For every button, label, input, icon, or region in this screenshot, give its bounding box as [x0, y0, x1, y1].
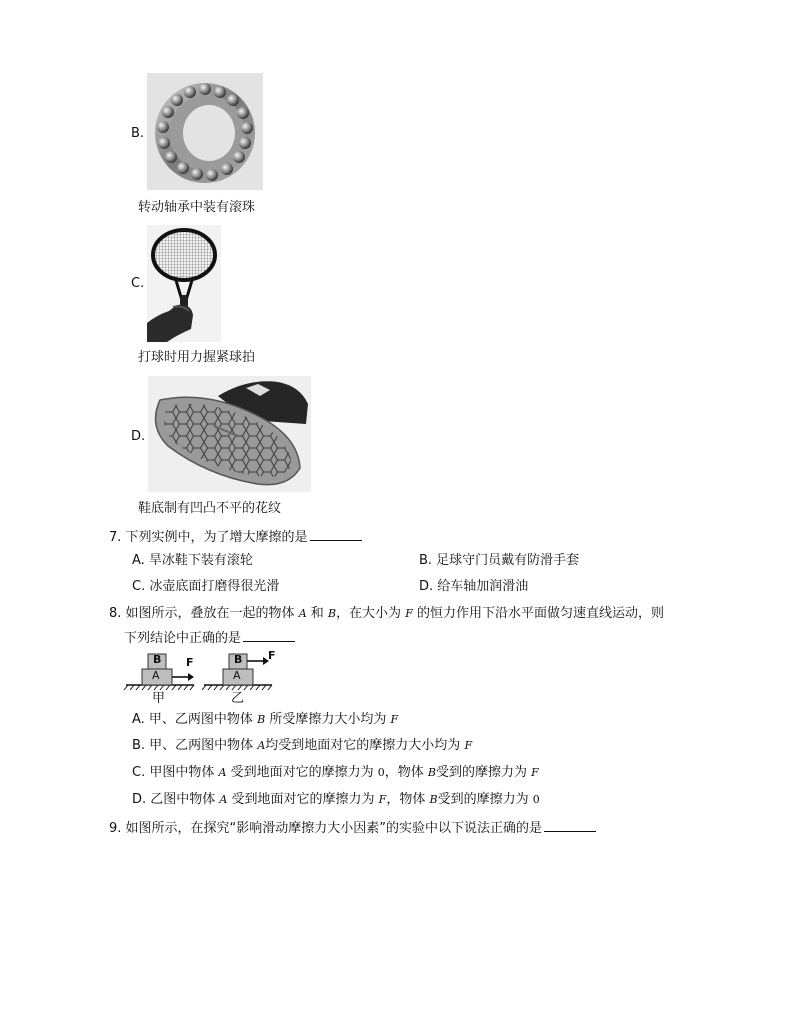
option-c-caption: 打球时用力握紧球拍	[138, 350, 256, 365]
ball-bearing-image	[147, 73, 263, 190]
var: A	[219, 793, 228, 806]
question-8-stem-line1	[109, 605, 664, 623]
text: C. 甲图中物体	[132, 765, 215, 780]
option-b-caption: 转动轴承中装有滚珠	[138, 200, 256, 215]
option-d-letter: D.	[131, 429, 146, 444]
q8-text-end: 的恒力作用下沿水平面做匀速直线运动，则	[416, 606, 664, 621]
question-8-stem-line2	[124, 629, 295, 648]
value: 0	[377, 766, 385, 779]
q7-option-c: C. 冰壶底面打磨得很光滑	[132, 579, 280, 594]
text: 受到地面对它的摩擦力为	[230, 765, 374, 780]
figure-label-yi: 乙	[231, 691, 245, 706]
text: B. 甲、乙两图中物体	[132, 738, 254, 753]
question-9-text: 9. 如图所示，在探究“影响滑动摩擦力大小因素”的实验中以下说法正确的是	[109, 821, 543, 836]
var: A	[218, 766, 227, 779]
var: A	[257, 739, 266, 752]
var-a: A	[298, 607, 307, 620]
q7-option-a: A. 旱冰鞋下装有滚轮	[132, 553, 253, 568]
answer-blank[interactable]	[243, 629, 295, 642]
text: D. 乙图中物体	[132, 792, 216, 807]
shoe-sole-image	[148, 376, 311, 492]
text: 受到地面对它的摩擦力为	[231, 792, 375, 807]
var: F	[531, 766, 539, 779]
q8-text-1: 8. 如图所示，叠放在一起的物体	[109, 606, 295, 621]
text: ，物体	[384, 765, 424, 780]
text: A. 甲、乙两图中物体	[132, 712, 253, 727]
question-9-stem	[109, 819, 596, 838]
var-b: B	[327, 607, 337, 620]
block-a-label: A	[233, 669, 241, 682]
question-7-text: 7. 下列实例中，为了增大摩擦的是	[109, 530, 308, 545]
text: 均受到地面对它的摩擦力大小均为	[265, 738, 461, 753]
figure-label-jia: 甲	[152, 691, 166, 706]
q7-option-d: D. 给车轴加润滑油	[419, 579, 529, 594]
text: 所受摩擦力大小均为	[269, 712, 387, 727]
block-a-label: A	[152, 669, 160, 682]
force-label: F	[186, 656, 194, 669]
var: B	[429, 793, 438, 806]
q7-option-b: B. 足球守门员戴有防滑手套	[419, 553, 580, 568]
q8-option-a	[132, 711, 398, 729]
question-7-stem	[109, 528, 362, 547]
option-b-letter: B.	[131, 126, 145, 141]
block-b-label: B	[153, 653, 162, 666]
var: B	[427, 766, 436, 779]
q8-text-2: 下列结论中正确的是	[124, 631, 242, 646]
option-c-letter: C.	[131, 276, 145, 291]
var: F	[390, 713, 399, 726]
answer-blank[interactable]	[544, 819, 596, 832]
value: 0	[532, 793, 540, 806]
q8-option-b	[132, 737, 472, 755]
option-d-caption: 鞋底制有凹凸不平的花纹	[138, 501, 282, 516]
block-b-label: B	[234, 653, 243, 666]
force-label: F	[268, 649, 276, 662]
q8-option-c	[132, 764, 539, 782]
q8-text-and: 和	[310, 606, 324, 621]
var-f: F	[405, 607, 413, 620]
var: F	[378, 793, 387, 806]
text: 受到的摩擦力为	[437, 792, 529, 807]
q8-option-d	[132, 791, 540, 809]
text: ，物体	[386, 792, 426, 807]
var: B	[257, 713, 266, 726]
tennis-racket-image	[147, 225, 221, 342]
text: 受到的摩擦力为	[435, 765, 527, 780]
q8-figure	[122, 650, 282, 708]
answer-blank[interactable]	[310, 528, 362, 541]
q8-text-mid: ，在大小为	[336, 606, 402, 621]
var: F	[464, 739, 473, 752]
